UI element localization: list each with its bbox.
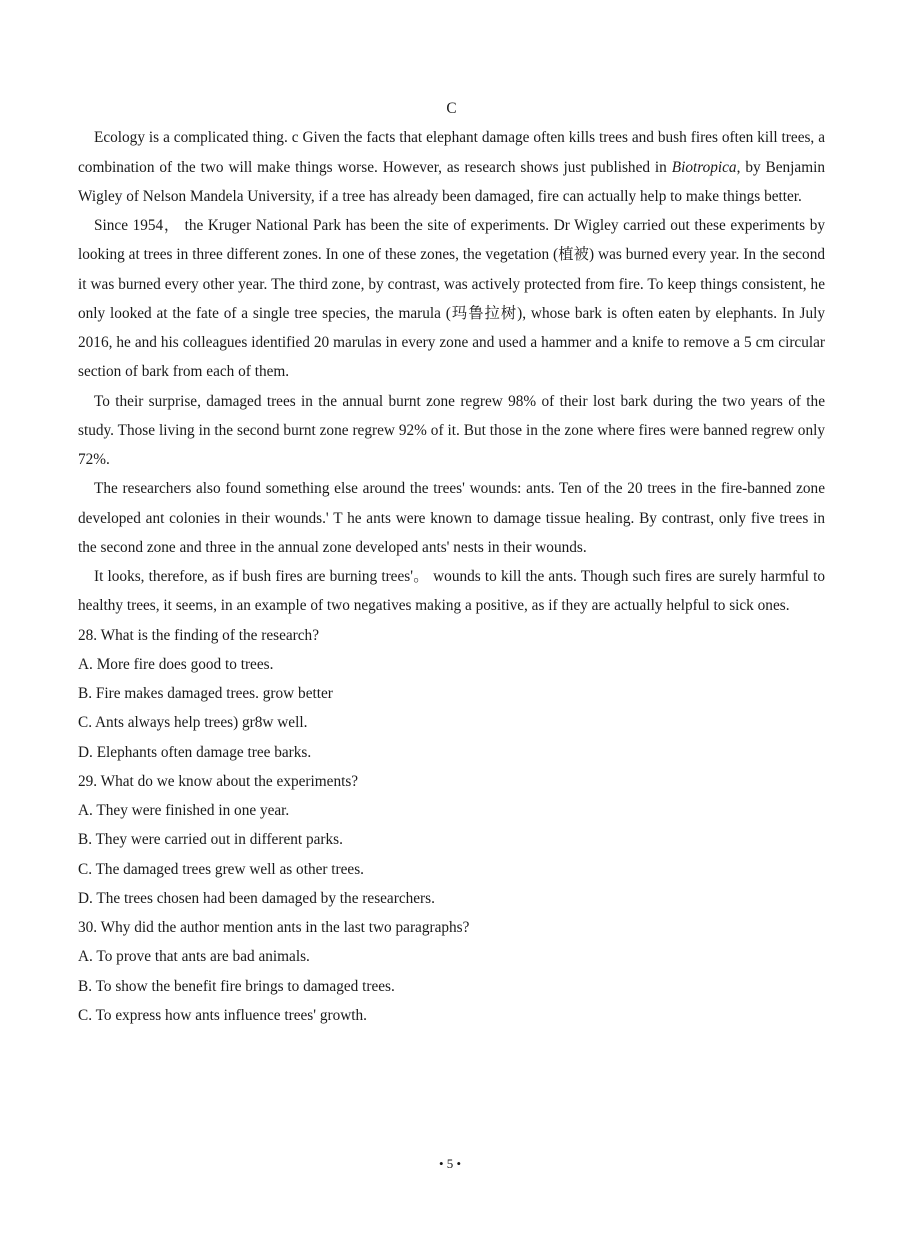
answer-option: D. The trees chosen had been damaged by the researchers. (78, 889, 435, 907)
paragraph-text: , by Benjamin Wigley of Nelson Mandela University, if a tree has already been damaged, fire can actually help to make things better. (78, 158, 825, 205)
answer-option: A. They were finished in one year. (78, 802, 290, 819)
paragraph-text: To their surprise, damaged trees in the annual burnt zone regrew 98% of their lost bark during the two years of the study. Those living in the second burnt zone regrew 92% of it. But those in the zone where fires were banned regrew only 72%. (78, 392, 825, 468)
paragraph (78, 123, 825, 211)
question-stem: 30. Why did the author mention ants in the last two paragraphs? (78, 919, 470, 936)
paragraph (78, 562, 825, 621)
section-title: C (446, 100, 457, 117)
paragraph (78, 474, 825, 562)
answer-option: B. To show the benefit fire brings to damaged trees. (78, 977, 395, 995)
paragraph-text: It looks, therefore, as if bush fires are burning trees'。 wounds to kill the ants. Though such fires are surely harmful to healthy trees, it seems, in an example of two negatives making a positive, as if they are actually helpful to sick ones. (78, 568, 825, 615)
answer-option: C. The damaged trees grew well as other trees. (78, 860, 365, 878)
paragraph-text: Biotropica (671, 158, 737, 176)
question-stem: 28. What is the finding of the research? (78, 626, 319, 644)
questions (78, 621, 825, 1031)
answer-option: C. To express how ants influence trees' growth. (78, 1006, 368, 1024)
paragraph-text: The researchers also found something else around the trees' wounds: ants. Ten of the 20 trees in the fire-banned zone developed ant colonies in their wounds.' T he ants were known to damage tissue healing. By contrast, only five trees in the second zone and three in the annual zone developed ants' nests in their wounds. (78, 480, 825, 556)
answer-option: B. Fire makes damaged trees. grow better (78, 685, 333, 702)
answer-option: D. Elephants often damage tree barks. (78, 743, 312, 761)
paragraph (78, 387, 825, 475)
paragraph-text: Since 1954， the Kruger National Park has been the site of experiments. Dr Wigley carried out these experiments by looking at trees in three different zones. In one of these zones, the vegetation (植被) was burned every year. In the second it was burned every other year. The third zone, by contrast, was actively protected from fire. To keep things consistent, he only looked at the fate of a single tree species, the marula (玛鲁拉树), whose bark is often eaten by elephants. In July 2016, he and his colleagues identified 20 marulas in every zone and used a hammer and a knife to remove a 5 cm circular section of bark from each of them. (78, 217, 825, 381)
passage (78, 123, 825, 620)
paragraph-text: Ecology is a complicated thing. c Given the facts that elephant damage often kills trees and bush fires often kill trees, a combination of the two will make things worse. However, as research shows just published in (78, 129, 825, 176)
page-number: • 5 • (438, 1156, 462, 1171)
answer-option: A. More fire does good to trees. (78, 655, 274, 673)
answer-option: C. Ants always help trees) gr8w well. (78, 714, 308, 732)
paragraph (78, 211, 825, 387)
answer-option: B. They were carried out in different parks. (78, 831, 343, 849)
document-page (78, 94, 825, 1030)
question-stem: 29. What do we know about the experiments? (78, 772, 359, 790)
answer-option: A. To prove that ants are bad animals. (78, 948, 310, 966)
